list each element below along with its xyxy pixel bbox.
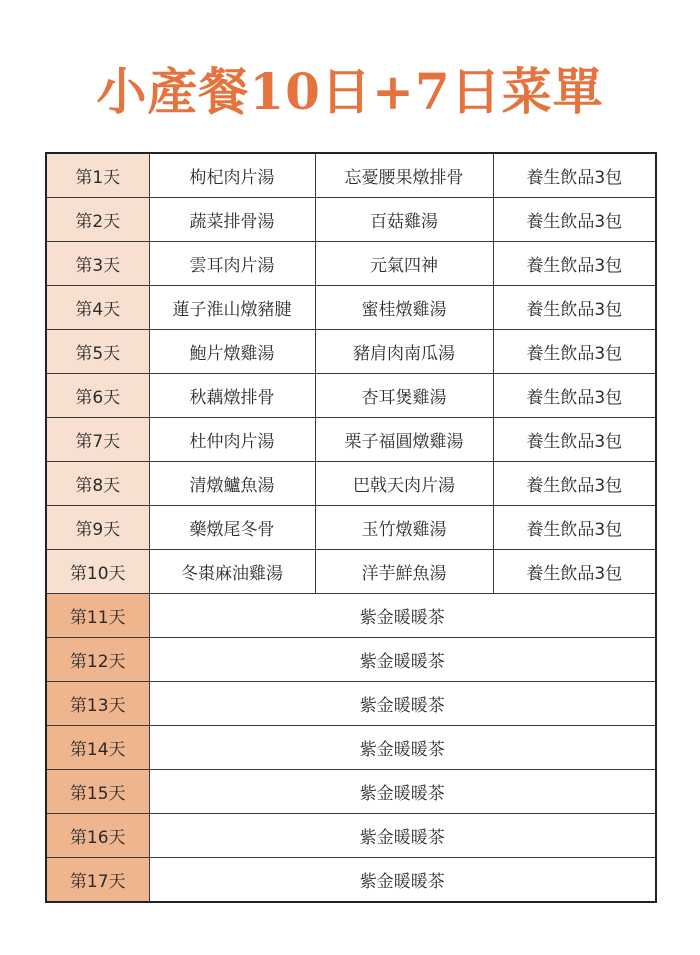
- soup-cell: 玉竹燉雞湯: [315, 506, 493, 550]
- day-cell: 第3天: [46, 242, 149, 286]
- drink-cell: 養生飲品3包: [493, 286, 656, 330]
- tea-cell: 紫金暖暖茶: [149, 770, 656, 814]
- soup-cell: 蜜桂燉雞湯: [315, 286, 493, 330]
- day-cell: 第14天: [46, 726, 149, 770]
- table-row: [46, 198, 656, 242]
- table-row: [46, 858, 656, 903]
- drink-cell: 養生飲品3包: [493, 374, 656, 418]
- soup-cell: 洋芋鮮魚湯: [315, 550, 493, 594]
- tea-cell: 紫金暖暖茶: [149, 594, 656, 638]
- table-row: [46, 286, 656, 330]
- table-row: [46, 550, 656, 594]
- day-cell: 第9天: [46, 506, 149, 550]
- day-cell: 第16天: [46, 814, 149, 858]
- soup-cell: 雲耳肉片湯: [149, 242, 315, 286]
- soup-cell: 栗子福圓燉雞湯: [315, 418, 493, 462]
- drink-cell: 養生飲品3包: [493, 153, 656, 198]
- soup-cell: 鮑片燉雞湯: [149, 330, 315, 374]
- table-row: [46, 153, 656, 198]
- drink-cell: 養生飲品3包: [493, 418, 656, 462]
- soup-cell: 秋藕燉排骨: [149, 374, 315, 418]
- soup-cell: 百菇雞湯: [315, 198, 493, 242]
- day-cell: 第7天: [46, 418, 149, 462]
- drink-cell: 養生飲品3包: [493, 198, 656, 242]
- soup-cell: 清燉鱸魚湯: [149, 462, 315, 506]
- tea-cell: 紫金暖暖茶: [149, 726, 656, 770]
- day-cell: 第12天: [46, 638, 149, 682]
- page-title: 小產餐10日+7日菜單: [96, 62, 604, 121]
- table-row: [46, 462, 656, 506]
- table-row: [46, 814, 656, 858]
- soup-cell: 蔬菜排骨湯: [149, 198, 315, 242]
- drink-cell: 養生飲品3包: [493, 462, 656, 506]
- table-row: [46, 682, 656, 726]
- tea-cell: 紫金暖暖茶: [149, 682, 656, 726]
- drink-cell: 養生飲品3包: [493, 330, 656, 374]
- day-cell: 第13天: [46, 682, 149, 726]
- day-cell: 第4天: [46, 286, 149, 330]
- day-cell: 第8天: [46, 462, 149, 506]
- day-cell: 第17天: [46, 858, 149, 903]
- tea-cell: 紫金暖暖茶: [149, 814, 656, 858]
- soup-cell: 杜仲肉片湯: [149, 418, 315, 462]
- day-cell: 第1天: [46, 153, 149, 198]
- soup-cell: 杏耳煲雞湯: [315, 374, 493, 418]
- table-row: [46, 374, 656, 418]
- table-row: [46, 770, 656, 814]
- day-cell: 第6天: [46, 374, 149, 418]
- soup-cell: 元氣四神: [315, 242, 493, 286]
- table-row: [46, 638, 656, 682]
- soup-cell: 豬肩肉南瓜湯: [315, 330, 493, 374]
- soup-cell: 冬棗麻油雞湯: [149, 550, 315, 594]
- table-row: [46, 506, 656, 550]
- day-cell: 第2天: [46, 198, 149, 242]
- soup-cell: 巴戟天肉片湯: [315, 462, 493, 506]
- day-cell: 第5天: [46, 330, 149, 374]
- drink-cell: 養生飲品3包: [493, 506, 656, 550]
- soup-cell: 蓮子淮山燉豬腱: [149, 286, 315, 330]
- table-row: [46, 418, 656, 462]
- day-cell: 第10天: [46, 550, 149, 594]
- drink-cell: 養生飲品3包: [493, 550, 656, 594]
- soup-cell: 忘憂腰果燉排骨: [315, 153, 493, 198]
- drink-cell: 養生飲品3包: [493, 242, 656, 286]
- table-row: [46, 594, 656, 638]
- day-cell: 第11天: [46, 594, 149, 638]
- day-cell: 第15天: [46, 770, 149, 814]
- soup-cell: 枸杞肉片湯: [149, 153, 315, 198]
- table-row: [46, 726, 656, 770]
- menu-table: [45, 152, 657, 903]
- tea-cell: 紫金暖暖茶: [149, 858, 656, 903]
- table-row: [46, 330, 656, 374]
- tea-cell: 紫金暖暖茶: [149, 638, 656, 682]
- soup-cell: 藥燉尾冬骨: [149, 506, 315, 550]
- table-row: [46, 242, 656, 286]
